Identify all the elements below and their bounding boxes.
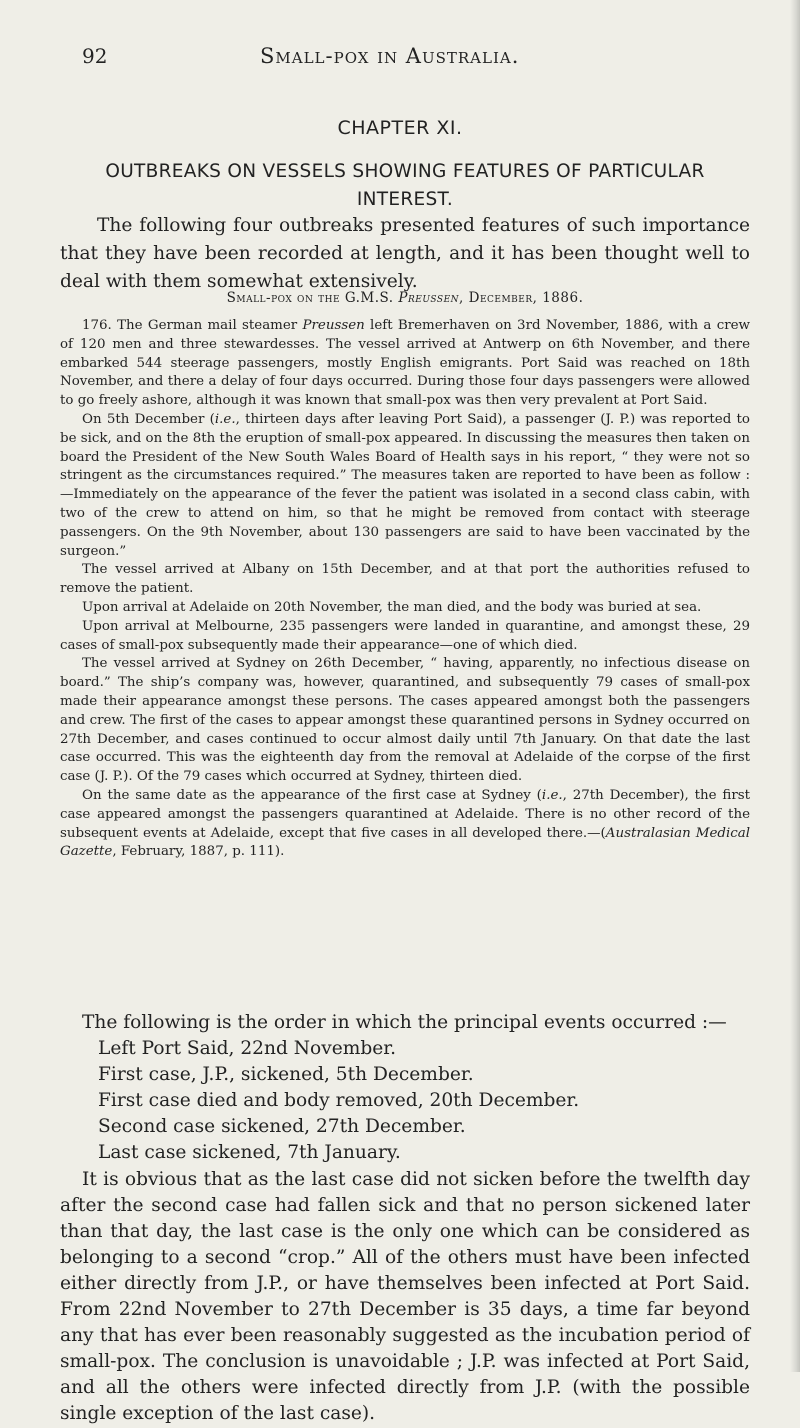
paragraph: Upon arrival at Adelaide on 20th November, the man died, and the body was buried at sea. [82,599,702,615]
paragraph: Upon arrival at Melbourne, 235 passengers were landed in quarantine, and amongst these, 29 cases of small-pox subsequently made their appearance—one of which died. [60,618,750,653]
event-item: Second case sickened, 27th December. [98,1116,466,1138]
event-item: First case died and body removed, 20th December. [98,1090,580,1112]
intro-paragraph: The following four outbreaks presented features of such importance that they have been recorded at length, and it has been thought well to deal with them somewhat extensively. [60,215,750,292]
event-item: Last case sickened, 7th January. [98,1142,401,1164]
paragraph: On 5th December (i.e., thirteen days after leaving Port Said), a passenger (J. P.) was reported to be sick, and on the 8th the eruption of small-pox appeared. In discussing the measures then taken on board the President of the New South Wales Board of Health says in his report, “ they were not so stringent as the circumstances required.” The measures taken are reported to have been as follow :—Immediately on the appearance of the fever the patient was isolated in a second class cabin, with two of the crew to attend on him, so that he might be removed from contact with steerage passengers. On the 9th November, about 130 passengers are said to have been vaccinated by the surgeon.” [60,411,750,559]
page-number: 92 [82,44,108,68]
chapter-heading: OUTBREAKS ON VESSELS SHOWING FEATURES OF PARTICULAR INTEREST. [105,161,705,210]
conclusion-paragraph: It is obvious that as the last case did not sicken before the twelfth day after the second case had fallen sick and that no person sickened later than that day, the last case is the only one which can be considered as belonging to a second “crop.” All of the others must have been infected either directly from J.P., or have themselves been infected at Port Said. From 22nd November to 27th December is 35 days, a time far beyond any that has ever been reasonably suggested as the incubation period of small-pox. The conclusion is unavoidable ; J.P. was infected at Port Said, and all the others were infected directly from J.P. (with the possible single exception of the last case). [60,1168,750,1425]
paragraph-176: 176. The German mail steamer Preussen left Bremerhaven on 3rd November, 1886, with a crew of 120 men and three stewardesses. The vessel arrived at Antwerp on 6th November, and there embarked 544 steerage passengers, mostly English emigrants. Port Said was reached on 18th November, and there a delay of four days occurred. During those four days passengers were allowed to go freely ashore, although it was known that small-pox was then very prevalent at Port Said. [60,318,750,409]
paragraph: On the same date as the appearance of the first case at Sydney (i.e., 27th December), the first case appeared amongst the passengers quarantined at Adelaide. There is no other record of the subsequent events at Adelaide, except that five cases in all developed there.—(Australasian Medical Gazette, February, 1887, p. 111). [60,787,750,860]
event-item: First case, J.P., sickened, 5th December. [98,1064,474,1086]
paragraph: The vessel arrived at Sydney on 26th December, “ having, apparently, no infectious disease on board.” The ship’s company was, however, quarantined, and subsequently 79 cases of small-pox made their appearance amongst these persons. The cases appeared amongst both the passengers and crew. The first of the cases to appear amongst these quarantined persons in Sydney occurred on 27th December, and cases continued to occur almost daily until 7th January. On that date the last case occurred. This was the eighteenth day from the removal at Adelaide of the corpse of the first case (J. P.). Of the 79 cases which occurred at Sydney, thirteen died. [60,656,750,785]
events-section [60,1010,750,1428]
section-body [60,317,750,862]
running-head [82,44,740,74]
page-edge-shadow [790,0,800,1372]
event-item: Left Port Said, 22nd November. [98,1038,397,1060]
chapter-title: CHAPTER XI. [337,117,463,139]
events-lead: The following is the order in which the principal events occurred :— [82,1012,727,1033]
section-title: Small-pox on the G.M.S. Preussen, December, 1886. [226,290,584,306]
paragraph: The vessel arrived at Albany on 15th December, and at that port the authorities refused to remove the patient. [60,562,750,597]
running-title: Small-pox in Australia. [260,44,520,68]
